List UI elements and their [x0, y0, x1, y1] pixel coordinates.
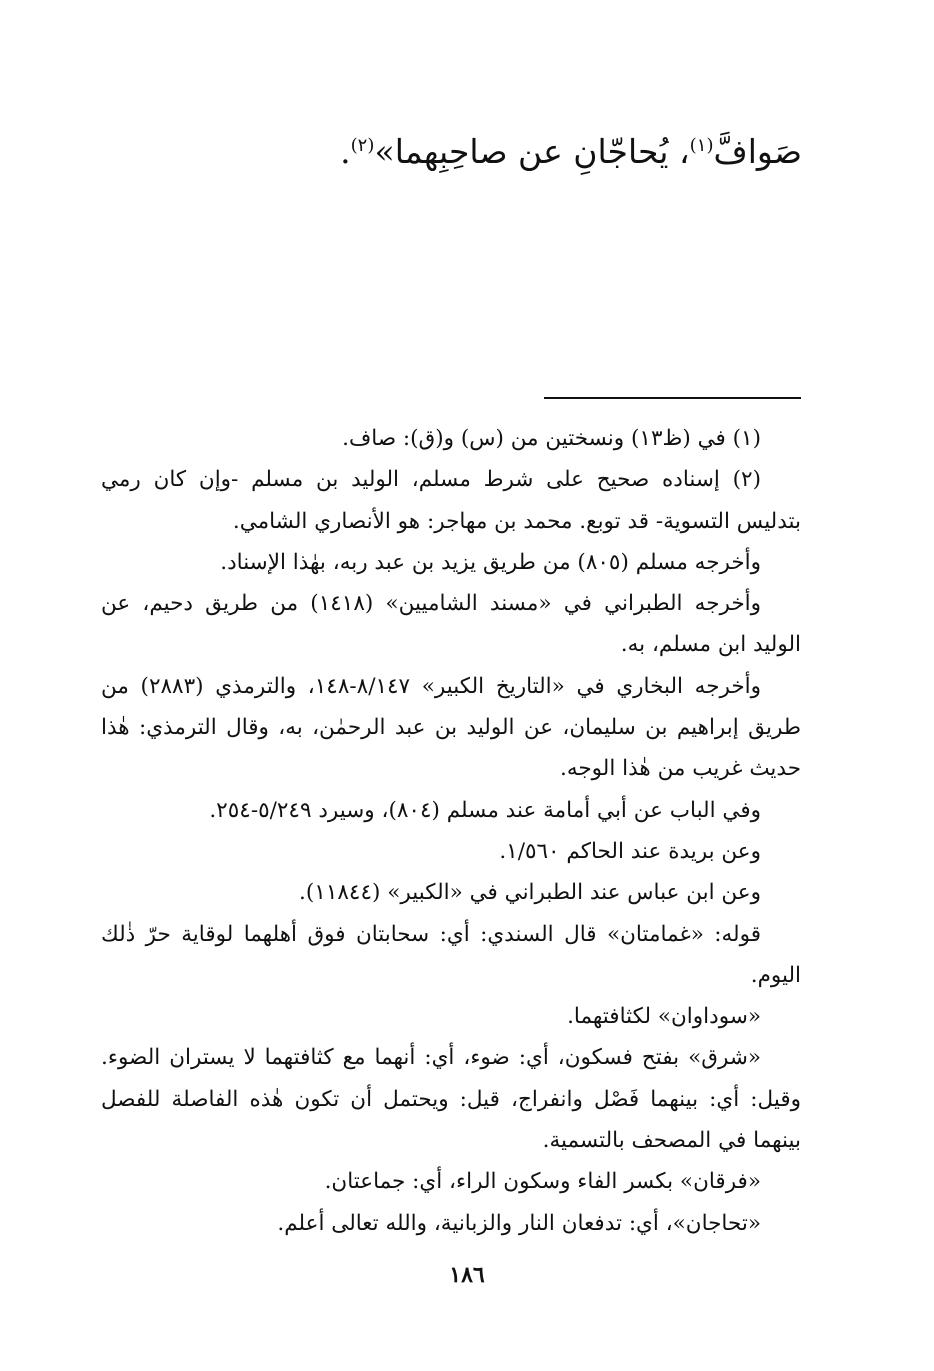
footnote-paragraph: وفي الباب عن أبي أمامة عند مسلم (٨٠٤)، وسيرد ٥/٢٤٩-٢٥٤.: [209, 797, 761, 823]
footnote-paragraph: «فرقان» بكسر الفاء وسكون الراء، أي: جماعتان.: [324, 1169, 761, 1195]
main-text-start: صَوافَّ: [713, 132, 802, 171]
footnote-paragraph: «شرق» بفتح فسكون، أي: ضوء، أي: أنهما مع كثافتهما لا يستران الضوء. وقيل: أي: بينهما فَصْل وانفراج، قيل: ويحتمل أن تكون هٰذه الفاصلة للفصل بينهما في المصحف بالتسمية.: [101, 1045, 801, 1154]
footnote-1: (١) في (ظ١٣) ونسختين من (س) و(ق): صاف.: [342, 426, 761, 451]
footnote-ref-1: (١): [689, 135, 714, 156]
footnote-paragraph: وعن بريدة عند الحاكم ١/٥٦٠.: [499, 838, 761, 864]
footnote-paragraph: وأخرجه الطبراني في «مسند الشاميين» (١٤١٨) من طريق دحيم، عن الوليد ابن مسلم، به.: [101, 591, 801, 658]
main-text: [132, 124, 802, 180]
footnote-paragraph: «تحاجان»، أي: تدفعان النار والزبانية، والله تعالى أعلم.: [277, 1210, 761, 1236]
footnote-ref-2: (٢): [350, 135, 375, 156]
footnote-separator: [544, 397, 801, 399]
page-number: ١٨٦: [449, 1262, 485, 1288]
footnote-paragraph: قوله: «غمامتان» قال السندي: أي: سحابتان فوق أهلهما لوقاية حرّ ذٰلك اليوم.: [101, 921, 801, 988]
footnotes: [101, 418, 801, 1244]
footnote-paragraph: وعن ابن عباس عند الطبراني في «الكبير» (١١٨٤٤).: [299, 880, 761, 906]
footnote-2: (٢) إسناده صحيح على شرط مسلم، الوليد بن مسلم -وإن كان رمي بتدليس التسوية- قد توبع. محمد بن مهاجر: هو الأنصاري الشامي.: [101, 467, 801, 534]
main-text-end: .: [340, 132, 351, 171]
footnote-paragraph: وأخرجه مسلم (٨٠٥) من طريق يزيد بن عبد ربه، بهٰذا الإسناد.: [220, 549, 761, 575]
main-text-middle: ، يُحاجّانِ عن صاحِبِهما»: [374, 132, 690, 171]
footnote-paragraph: وأخرجه البخاري في «التاريخ الكبير» ٨/١٤٧-١٤٨، والترمذي (٢٨٨٣) من طريق إبراهيم بن سليمان، عن الوليد بن عبد الرحمٰن، به، وقال الترمذي: هٰذا حديث غريب من هٰذا الوجه.: [101, 673, 801, 782]
footnote-paragraph: «سوداوان» لكثافتهما.: [567, 1004, 761, 1030]
